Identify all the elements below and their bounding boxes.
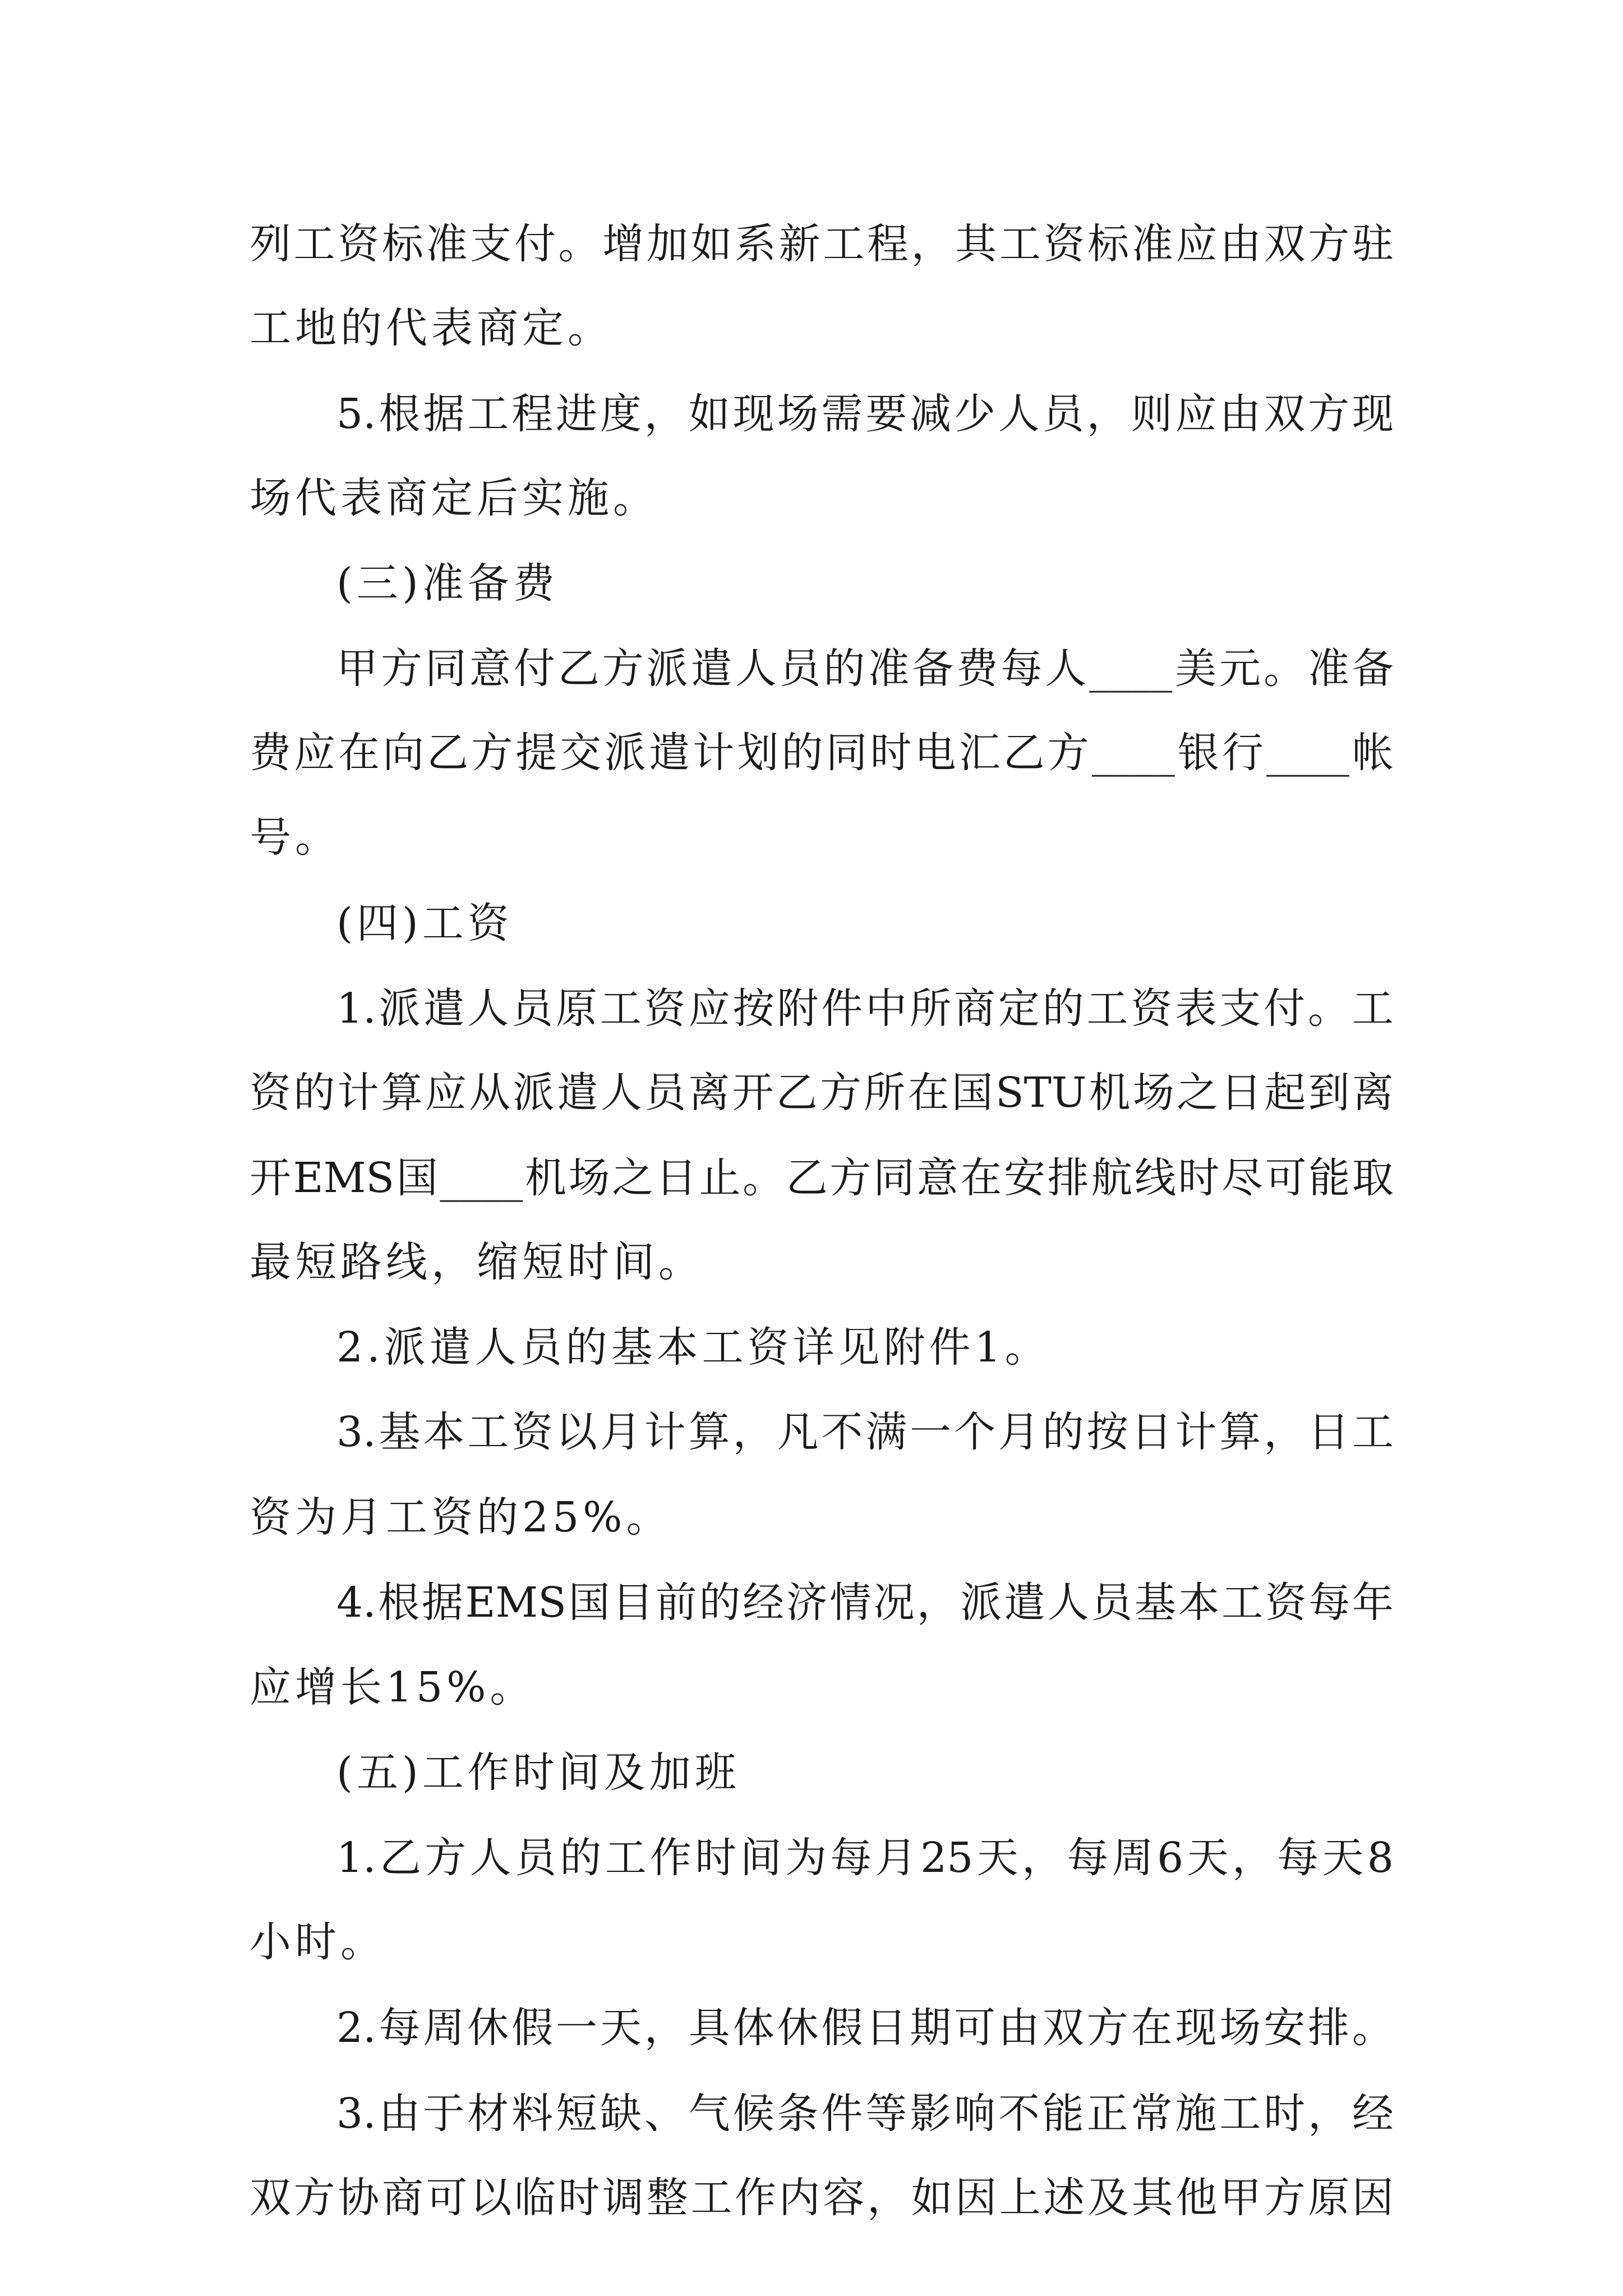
section-heading: (五)工作时间及加班 [336,1749,740,1797]
paragraph-line: 3.基本工资以月计算，凡不满一个月的按日计算，日工 [336,1408,1394,1456]
section-heading: (四)工资 [336,899,513,947]
section-heading: (三)准备费 [336,559,559,608]
paragraph-line: 小时。 [250,1918,386,1966]
paragraph-line: 开EMS国____机场之日止。乙方同意在安排航线时尽可能取 [250,1154,1394,1202]
paragraph-line: 1.乙方人员的工作时间为每月25天，每周6天，每天8 [336,1834,1394,1882]
paragraph-line: 双方协商可以临时调整工作内容，如因上述及其他甲方原因 [250,2174,1394,2222]
paragraph-line: 工地的代表商定。 [250,304,613,352]
paragraph-line: 甲方同意付乙方派遣人员的准备费每人____美元。准备 [336,645,1394,693]
paragraph-line: 最短路线，缩短时间。 [250,1238,704,1286]
paragraph-line: 号。 [250,813,340,862]
paragraph-line: 3.由于材料短缺、气候条件等影响不能正常施工时，经 [336,2090,1394,2138]
paragraph-line: 5.根据工程进度，如现场需要减少人员，则应由双方现 [336,390,1394,438]
paragraph-line: 1.派遣人员原工资应按附件中所商定的工资表支付。工 [336,984,1394,1033]
paragraph-line: 应增长15%。 [250,1663,536,1711]
paragraph-line: 4.根据EMS国目前的经济情况，派遣人员基本工资每年 [336,1579,1394,1627]
paragraph-line: 资的计算应从派遣人员离开乙方所在国STU机场之日起到离 [250,1069,1394,1117]
paragraph-line: 列工资标准支付。增加如系新工程，其工资标准应由双方驻 [250,220,1394,268]
paragraph-line: 2.每周休假一天，具体休假日期可由双方在现场安排。 [336,2004,1394,2052]
paragraph-line: 费应在向乙方提交派遣计划的同时电汇乙方____银行____帐 [250,729,1394,777]
paragraph-line: 2.派遣人员的基本工资详见附件1。 [336,1323,1050,1372]
paragraph-line: 场代表商定后实施。 [250,474,658,522]
paragraph-line: 资为月工资的25%。 [250,1493,672,1542]
